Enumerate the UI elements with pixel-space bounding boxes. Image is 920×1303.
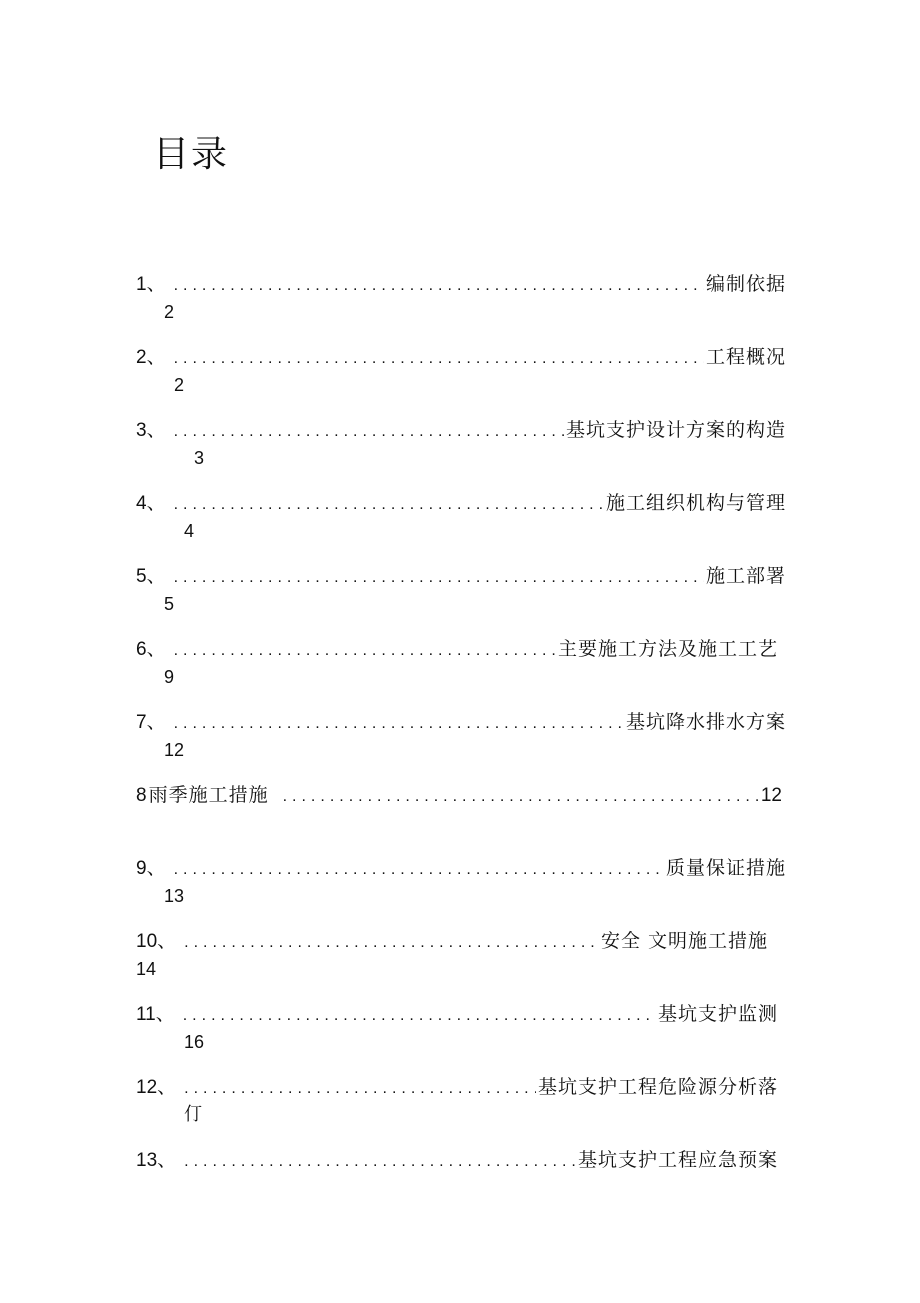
toc-label: 施工组织机构与管理 — [605, 492, 786, 514]
toc-label: 基坑支护监测 — [657, 1003, 778, 1025]
toc-number: 11、 — [136, 1004, 175, 1025]
toc-page-number: 13 — [164, 886, 185, 906]
toc-label: 雨季施工措施 — [148, 784, 269, 806]
toc-leader-dots — [174, 637, 556, 665]
toc-number: 1、 — [136, 274, 166, 295]
table-of-contents — [136, 270, 796, 1219]
toc-number: 7、 — [136, 712, 166, 733]
page-title: 目录 — [153, 134, 230, 175]
toc-page-number: 12 — [164, 740, 185, 760]
toc-entry-5[interactable] — [136, 562, 796, 635]
toc-page-number: 仃 — [184, 1104, 202, 1125]
toc-page-number: 14 — [136, 959, 157, 979]
toc-label: 安全 文明施工措施 — [600, 930, 768, 952]
toc-entry-7[interactable] — [136, 708, 796, 781]
toc-entry-11[interactable] — [136, 1000, 796, 1073]
toc-number: 3、 — [136, 420, 166, 441]
toc-entry-3[interactable] — [136, 416, 796, 489]
toc-entry-4[interactable] — [136, 489, 796, 562]
toc-entry-1[interactable] — [136, 270, 796, 343]
toc-leader-dots — [174, 345, 704, 373]
toc-entry-12[interactable] — [136, 1073, 796, 1146]
toc-entry-8[interactable] — [136, 781, 796, 854]
toc-label: 基坑支护工程危险源分析落 — [537, 1076, 778, 1098]
toc-entry-10[interactable] — [136, 927, 796, 1000]
toc-page-number: 2 — [174, 375, 185, 395]
toc-leader-dots — [174, 564, 704, 592]
toc-leader-dots — [174, 272, 704, 300]
toc-entry-6[interactable] — [136, 635, 796, 708]
toc-number: 9、 — [136, 858, 166, 879]
toc-leader-dots — [184, 1148, 576, 1176]
toc-page-number: 5 — [164, 594, 175, 614]
toc-entry-13[interactable] — [136, 1146, 796, 1219]
toc-label: 工程概况 — [705, 346, 786, 368]
toc-entry-2[interactable] — [136, 343, 796, 416]
toc-number: 6、 — [136, 639, 166, 660]
toc-page-number: 2 — [164, 302, 175, 322]
toc-number: 4、 — [136, 493, 166, 514]
toc-leader-dots — [283, 783, 759, 811]
toc-leader-dots — [183, 1002, 656, 1030]
toc-label: 基坑支护设计方案的构造 — [565, 419, 786, 441]
toc-leader-dots — [174, 491, 604, 519]
toc-label: 基坑降水排水方案 — [625, 711, 786, 733]
toc-label: 质量保证措施 — [665, 857, 786, 879]
toc-leader-dots — [184, 1075, 536, 1103]
toc-label: 编制依据 — [705, 273, 786, 295]
toc-page-number: 4 — [184, 521, 195, 541]
toc-page-number: 12 — [760, 785, 782, 806]
toc-label: 基坑支护工程应急预案 — [577, 1149, 778, 1171]
toc-number: 5、 — [136, 566, 166, 587]
toc-leader-dots — [174, 856, 664, 884]
toc-number: 10、 — [136, 931, 177, 952]
toc-leader-dots — [184, 929, 599, 957]
toc-page-number: 3 — [194, 448, 205, 468]
toc-number: 8 — [136, 785, 147, 806]
toc-label: 主要施工方法及施工工艺 — [557, 638, 778, 660]
toc-label: 施工部署 — [705, 565, 786, 587]
toc-entry-9[interactable] — [136, 854, 796, 927]
toc-number: 13、 — [136, 1150, 177, 1171]
toc-number: 2、 — [136, 347, 166, 368]
toc-leader-dots — [174, 710, 624, 738]
toc-page-number: 9 — [164, 667, 175, 687]
toc-number: 12、 — [136, 1077, 177, 1098]
toc-page-number: 16 — [184, 1032, 205, 1052]
toc-leader-dots — [174, 418, 564, 446]
